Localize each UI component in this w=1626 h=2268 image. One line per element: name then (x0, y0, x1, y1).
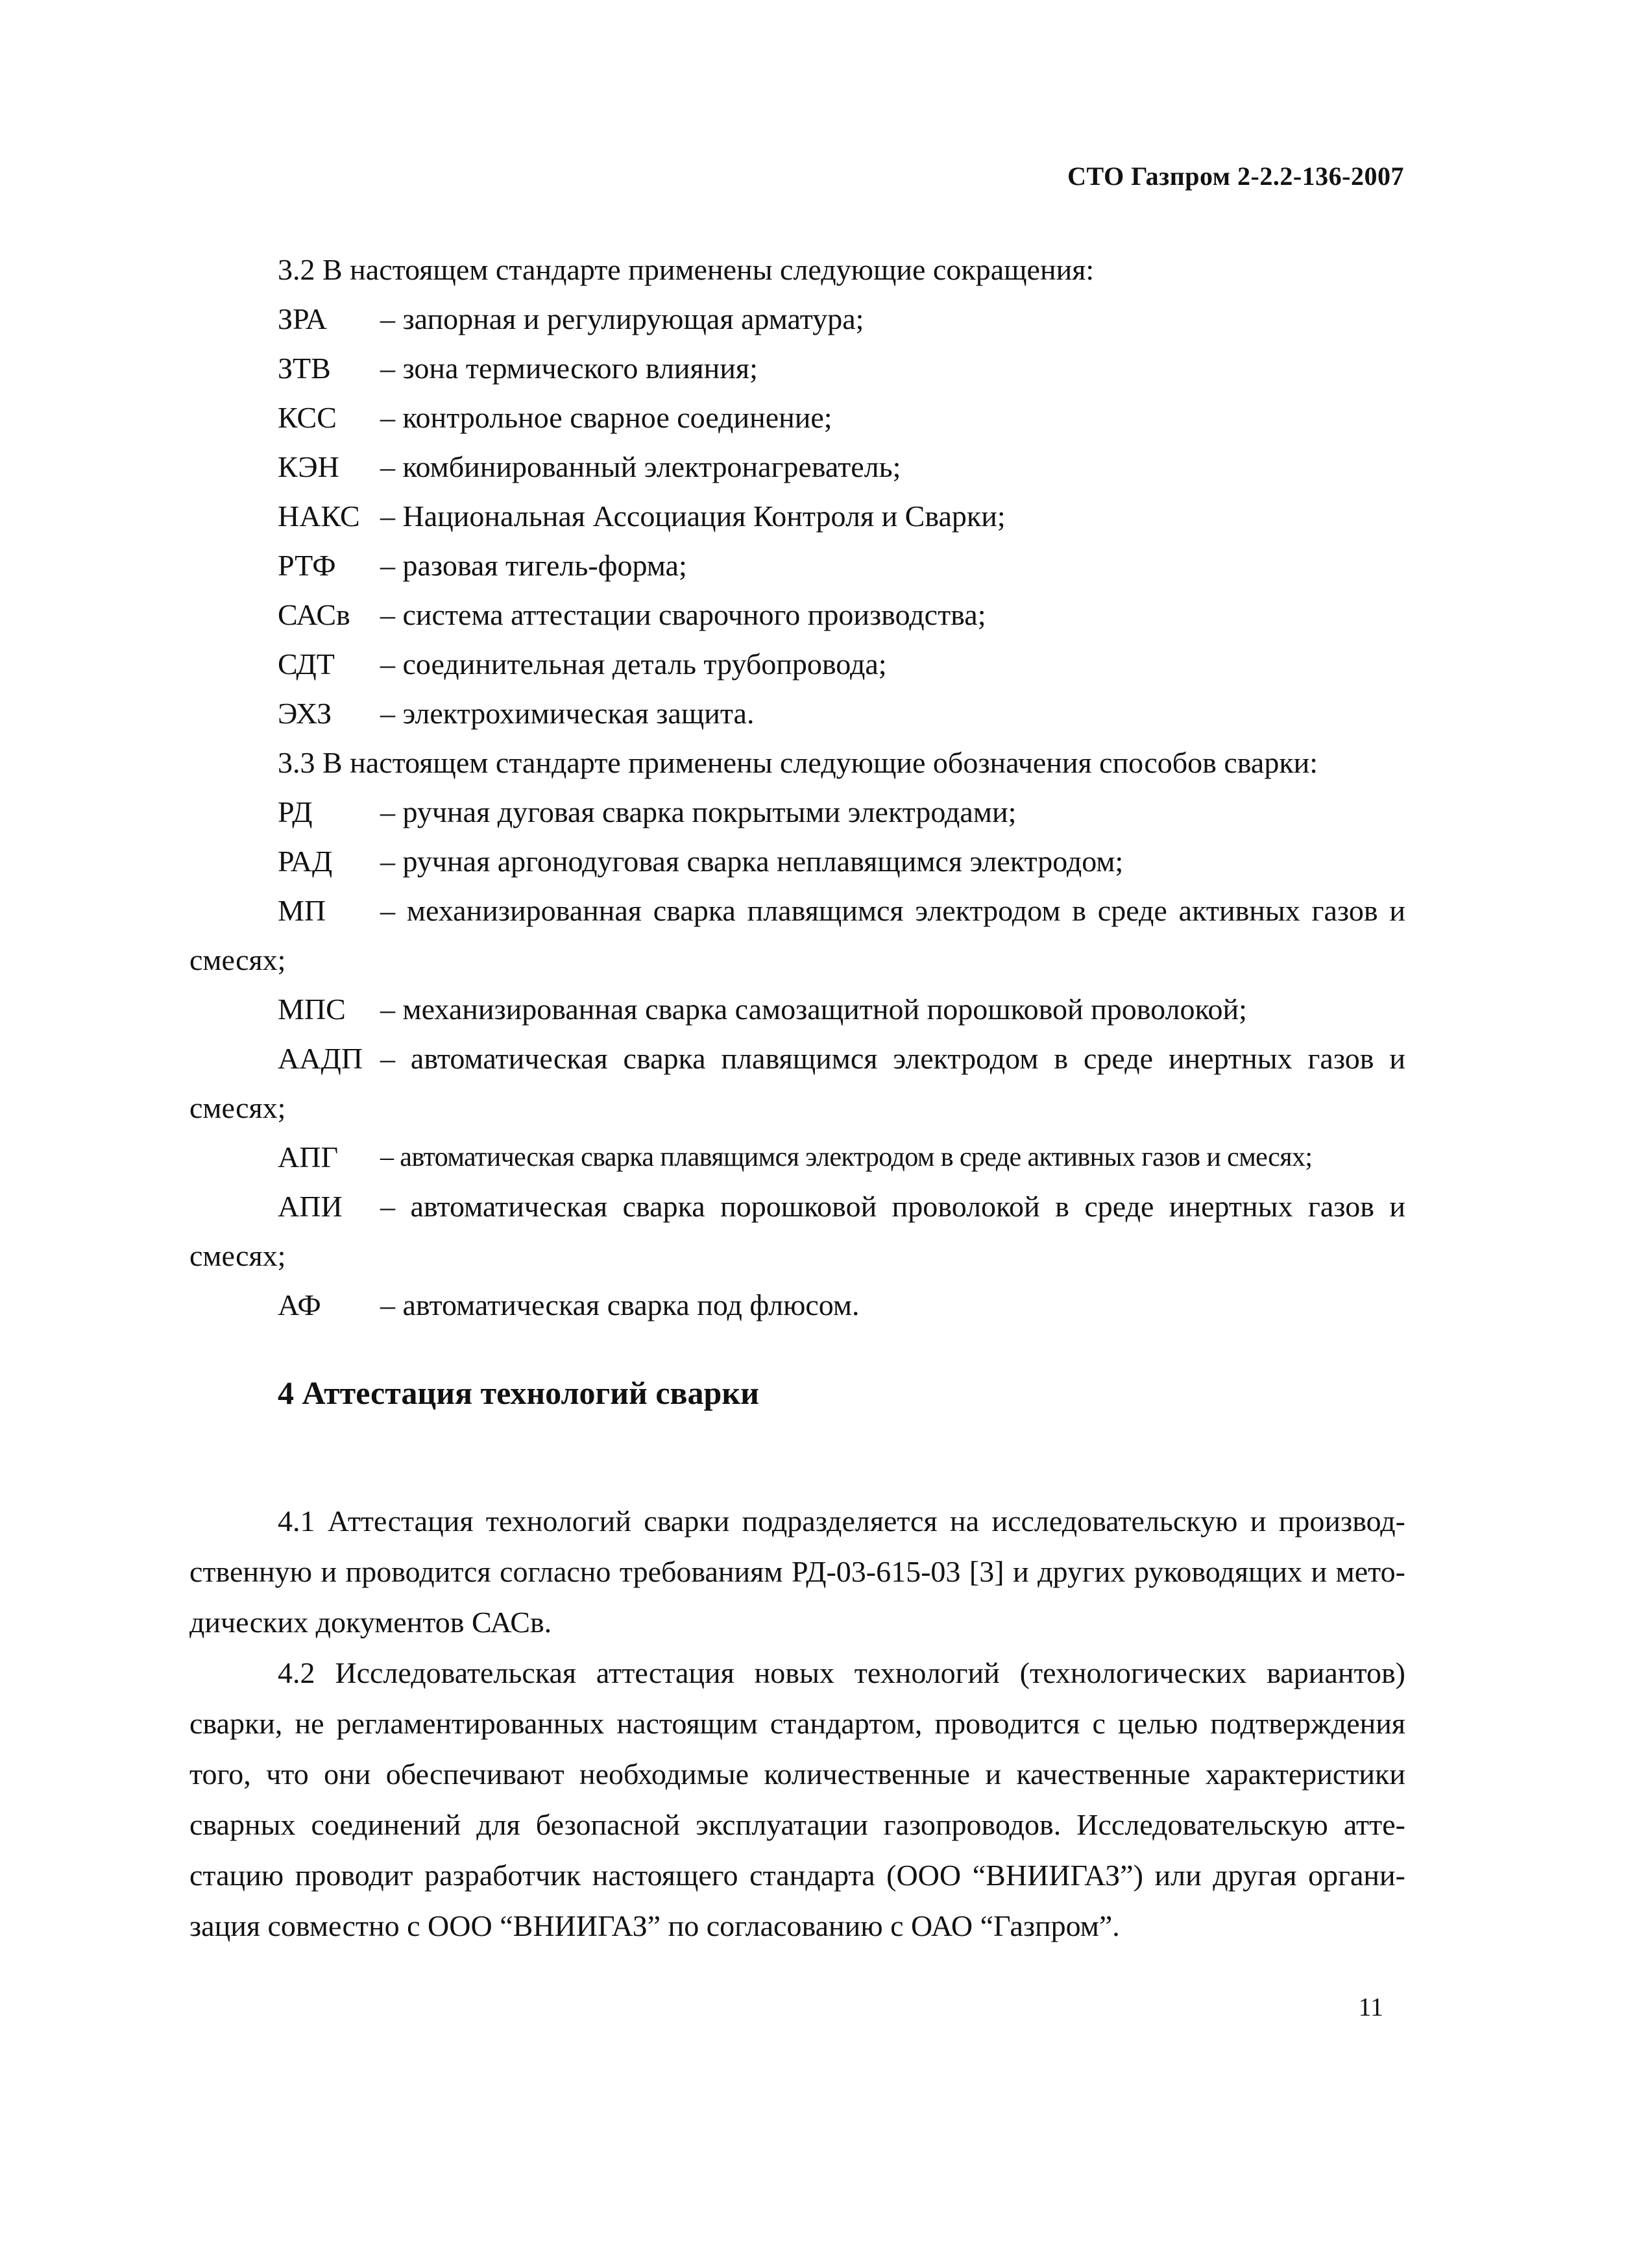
welding-method-definition: – автоматическая сварка порошковой проволокой в среде инертных газов и (380, 1190, 1405, 1223)
paragraph-line: зация совместно с ООО “ВНИИГАЗ” по согласованию с ОАО “Газпром”. (189, 1909, 1120, 1942)
paragraph-line: сварных соединений для безопасной эксплуатации газопроводов. Исследовательскую атте- (189, 1808, 1405, 1841)
abbreviation-term: КЭН (278, 450, 339, 483)
paragraph-4-1 (189, 1496, 1405, 1648)
paragraph-line: того, что они обеспечивают необходимые количественные и качественные характеристики (189, 1757, 1405, 1791)
document-code-header: СТО Газпром 2-2.2-136-2007 (1067, 162, 1404, 191)
abbreviation-item (189, 344, 1405, 393)
welding-method-definition: – ручная аргонодуговая сварка неплавящимся электродом; (380, 845, 1124, 878)
section-body (189, 1496, 1405, 1951)
welding-method-definition: – автоматическая сварка плавящимся электродом в среде инертных газов и (380, 1042, 1405, 1075)
page-number: 11 (1358, 1992, 1383, 2021)
welding-method-definition: – механизированная сварка плавящимся электродом в среде активных газов и (380, 894, 1405, 927)
abbreviation-item (189, 689, 1405, 738)
abbreviations-section (189, 245, 1405, 1330)
abbreviation-term: САСв (278, 598, 350, 631)
paragraph-4-2 (189, 1648, 1405, 1951)
paragraph-line: дических документов САСв. (189, 1606, 552, 1639)
abbreviation-item (189, 640, 1405, 689)
abbreviation-item (189, 492, 1405, 541)
abbreviation-term: СДТ (278, 647, 335, 681)
abbreviation-term: ЭХЗ (278, 697, 332, 730)
welding-method-code: АПИ (278, 1190, 343, 1223)
welding-method-item (189, 788, 1405, 837)
abbreviation-term: НАКС (278, 500, 360, 533)
welding-method-code: МПС (278, 993, 346, 1026)
abbreviation-item (189, 442, 1405, 492)
abbreviation-term: КСС (278, 401, 337, 434)
welding-method-item (189, 1034, 1405, 1083)
abbreviation-term: ЗТВ (278, 352, 331, 385)
abbreviation-term: ЗРА (278, 302, 327, 335)
welding-methods-intro: 3.3 В настоящем стандарте применены следующие обозначения способов сварки: (278, 746, 1318, 779)
abbreviation-item (189, 590, 1405, 640)
abbreviation-item (189, 393, 1405, 442)
abbreviation-item (189, 295, 1405, 344)
paragraph-line: ственную и проводится согласно требованиям РД-03-615-03 [3] и других руководящих и мето- (189, 1555, 1405, 1588)
welding-method-code: ААДП (278, 1042, 363, 1075)
welding-method-code: АПГ (278, 1140, 339, 1174)
welding-method-code: МП (278, 894, 326, 927)
welding-method-definition: – механизированная сварка самозащитной порошковой проволокой; (380, 993, 1247, 1026)
welding-method-code: РАД (278, 845, 333, 878)
welding-method-item (189, 1133, 1405, 1182)
abbreviation-definition: – зона термического влияния; (380, 352, 758, 385)
welding-method-item (189, 886, 1405, 935)
abbreviation-definition: – разовая тигель-форма; (380, 549, 687, 582)
welding-method-definition: – автоматическая сварка плавящимся электродом в среде активных газов и смесях; (380, 1142, 1313, 1172)
abbreviations-intro: 3.2 В настоящем стандарте применены следующие сокращения: (278, 253, 1095, 286)
abbreviation-definition: – система аттестации сварочного производства; (380, 598, 986, 631)
abbreviation-definition: – соединительная деталь трубопровода; (380, 647, 887, 681)
welding-method-definition: – автоматическая сварка под флюсом. (380, 1288, 860, 1321)
welding-method-definition-continuation: смесях; (189, 1239, 286, 1272)
abbreviation-definition: – электрохимическая защита. (380, 697, 755, 730)
welding-method-definition: – ручная дуговая сварка покрытыми электродами; (380, 795, 1017, 828)
paragraph-line: 4.2 Исследовательская аттестация новых технологий (технологических вариантов) (278, 1656, 1405, 1689)
welding-method-code: РД (278, 795, 313, 828)
abbreviation-definition: – комбинированный электронагреватель; (380, 450, 901, 483)
paragraph-line: стацию проводит разработчик настоящего стандарта (ООО “ВНИИГАЗ”) или другая органи- (189, 1859, 1405, 1892)
abbreviation-definition: – контрольное сварное соединение; (380, 401, 832, 434)
welding-method-item (189, 1182, 1405, 1231)
welding-method-definition-continuation: смесях; (189, 943, 286, 976)
abbreviation-definition: – запорная и регулирующая арматура; (380, 302, 864, 335)
abbreviation-term: РТФ (278, 549, 336, 582)
welding-method-item (189, 837, 1405, 886)
welding-method-code: АФ (278, 1288, 321, 1321)
welding-method-item (189, 985, 1405, 1034)
welding-method-item (189, 1281, 1405, 1330)
abbreviation-definition: – Национальная Ассоциация Контроля и Сварки; (380, 500, 1006, 533)
paragraph-line: сварки, не регламентированных настоящим стандартом, проводится с целью подтверждения (189, 1707, 1405, 1740)
section-heading: 4 Аттестация технологий сварки (278, 1375, 759, 1411)
welding-method-definition-continuation: смесях; (189, 1091, 286, 1124)
paragraph-line: 4.1 Аттестация технологий сварки подразделяется на исследовательскую и производ- (278, 1504, 1405, 1538)
abbreviation-item (189, 541, 1405, 590)
